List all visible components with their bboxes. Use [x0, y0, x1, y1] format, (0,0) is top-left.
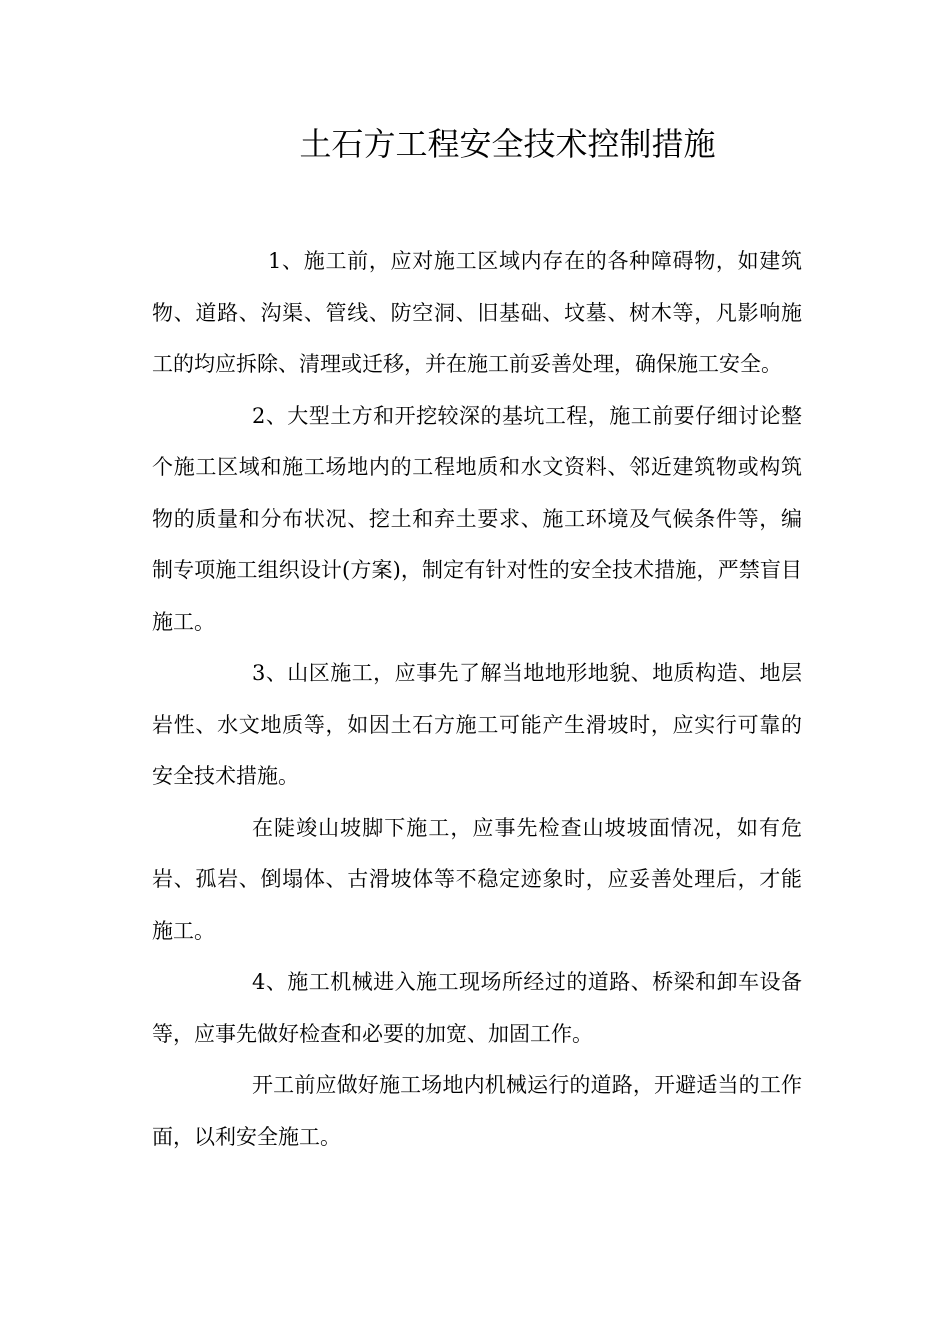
- document-title: 土石方工程安全技术控制措施: [299, 125, 716, 163]
- document-body: [152, 236, 802, 1163]
- paragraph-3: 3、山区施工，应事先了解当地地形地貌、地质构造、地层岩性、水文地质等，如因土石方施工可能产生滑坡时，应实行可靠的安全技术措施。: [152, 661, 802, 788]
- paragraph-1: 1、施工前，应对施工区域内存在的各种障碍物，如建筑物、道路、沟渠、管线、防空洞、旧基础、坟墓、树木等，凡影响施工的均应拆除、清理或迁移，并在施工前妥善处理，确保施工安全。: [152, 249, 802, 376]
- paragraph-6: 开工前应做好施工场地内机械运行的道路，开避适当的工作面，以利安全施工。: [152, 1073, 802, 1149]
- paragraph-5: 4、施工机械进入施工现场所经过的道路、桥梁和卸车设备等，应事先做好检查和必要的加宽、加固工作。: [152, 970, 802, 1046]
- paragraph-4: 在陡竣山坡脚下施工，应事先检查山坡坡面情况，如有危岩、孤岩、倒塌体、古滑坡体等不稳定迹象时，应妥善处理后，才能施工。: [152, 815, 802, 943]
- paragraph-2: 2、大型土方和开挖较深的基坑工程，施工前要仔细讨论整个施工区域和施工场地内的工程地质和水文资料、邻近建筑物或构筑物的质量和分布状况、挖土和弃土要求、施工环境及气候条件等，编制专项施工组织设计(方案)，制定有针对性的安全技术措施，严禁盲目施工。: [152, 403, 802, 634]
